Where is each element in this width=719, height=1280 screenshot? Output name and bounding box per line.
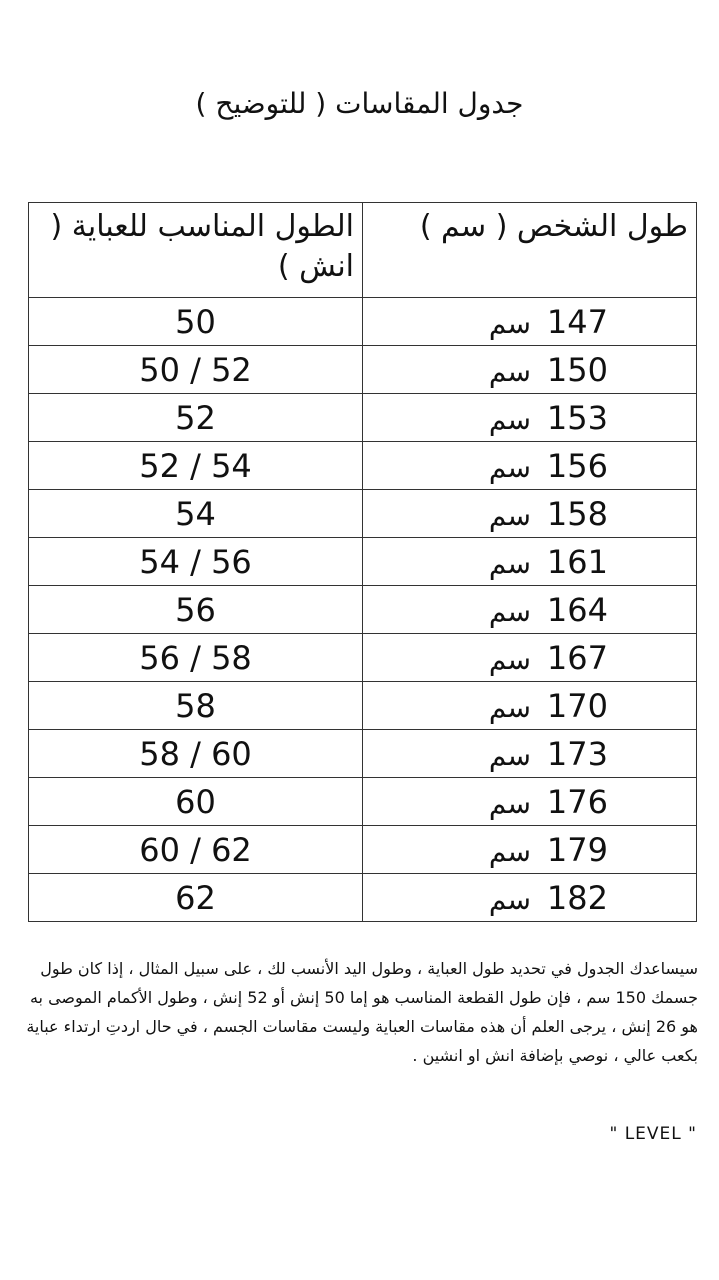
person-height-cell [363, 730, 697, 778]
height-value: 150 [546, 350, 608, 389]
person-height-cell [363, 826, 697, 874]
table-header-row [29, 203, 697, 298]
height-unit: سم [488, 594, 531, 628]
table-row [29, 394, 697, 442]
height-value: 176 [546, 782, 608, 821]
header-person-height: طول الشخص ( سم ) [363, 203, 697, 298]
person-height-cell [363, 394, 697, 442]
abaya-length-cell [29, 874, 363, 922]
height-unit: سم [488, 306, 531, 340]
length-value: 50 / 52 [139, 350, 252, 389]
person-height-cell [363, 442, 697, 490]
height-unit: سم [488, 450, 531, 484]
abaya-length-cell [29, 826, 363, 874]
height-unit: سم [488, 738, 531, 772]
person-height-cell [363, 874, 697, 922]
abaya-length-cell [29, 586, 363, 634]
table-row [29, 298, 697, 346]
height-unit: سم [488, 882, 531, 916]
abaya-length-cell [29, 538, 363, 586]
height-value: 170 [546, 686, 608, 725]
length-value: 62 [175, 878, 216, 917]
height-unit: سم [488, 546, 531, 580]
height-unit: سم [488, 690, 531, 724]
height-value: 161 [546, 542, 608, 581]
table-body [29, 298, 697, 922]
abaya-length-cell [29, 490, 363, 538]
abaya-length-cell [29, 298, 363, 346]
table-row [29, 778, 697, 826]
abaya-length-cell [29, 730, 363, 778]
abaya-length-cell [29, 682, 363, 730]
length-value: 56 / 58 [139, 638, 252, 677]
size-guide-note: سيساعدك الجدول في تحديد طول العباية ، وطول اليد الأنسب لك ، على سبيل المثال ، إذا كان طول جسمك 150 سم ، فإن طول القطعة المناسب هو إما 50 إنش أو 52 إنش ، وطول الأكمام الموصى به هو 26 إنش ، يرجى العلم أن هذه مقاسات العباية وليست مقاسات الجسم ، في حال اردتِ ارتداء عباية بكعب عالي ، نوصي بإضافة انش او انشين . [26, 959, 698, 1065]
person-height-cell [363, 538, 697, 586]
brand-name: " LEVEL " [609, 1124, 697, 1144]
person-height-cell [363, 682, 697, 730]
person-height-cell [363, 586, 697, 634]
height-value: 158 [546, 494, 608, 533]
table-row [29, 346, 697, 394]
abaya-length-cell [29, 442, 363, 490]
length-value: 54 [175, 494, 216, 533]
table-row [29, 634, 697, 682]
height-unit: سم [488, 402, 531, 436]
length-value: 50 [175, 302, 216, 341]
table-row [29, 682, 697, 730]
length-value: 58 [175, 686, 216, 725]
length-value: 58 / 60 [139, 734, 252, 773]
table-row [29, 874, 697, 922]
height-value: 164 [546, 590, 608, 629]
person-height-cell [363, 490, 697, 538]
size-table [28, 202, 697, 922]
length-value: 56 [175, 590, 216, 629]
table-row [29, 538, 697, 586]
height-value: 156 [546, 446, 608, 485]
length-value: 60 [175, 782, 216, 821]
table-row [29, 586, 697, 634]
height-unit: سم [488, 834, 531, 868]
height-value: 167 [546, 638, 608, 677]
height-value: 147 [546, 302, 608, 341]
header-abaya-length: الطول المناسب للعباية ( انش ) [29, 203, 363, 298]
abaya-length-cell [29, 394, 363, 442]
height-value: 153 [546, 398, 608, 437]
height-unit: سم [488, 498, 531, 532]
table-row [29, 826, 697, 874]
abaya-length-cell [29, 346, 363, 394]
table-row [29, 490, 697, 538]
height-unit: سم [488, 642, 531, 676]
table-row [29, 730, 697, 778]
length-value: 54 / 56 [139, 542, 252, 581]
height-unit: سم [488, 786, 531, 820]
height-value: 179 [546, 830, 608, 869]
length-value: 60 / 62 [139, 830, 252, 869]
table-row [29, 442, 697, 490]
abaya-length-cell [29, 634, 363, 682]
person-height-cell [363, 346, 697, 394]
length-value: 52 / 54 [139, 446, 252, 485]
person-height-cell [363, 298, 697, 346]
person-height-cell [363, 634, 697, 682]
height-value: 182 [546, 878, 608, 917]
page-title: جدول المقاسات ( للتوضيح ) [195, 87, 524, 120]
person-height-cell [363, 778, 697, 826]
abaya-length-cell [29, 778, 363, 826]
length-value: 52 [175, 398, 216, 437]
height-unit: سم [488, 354, 531, 388]
height-value: 173 [546, 734, 608, 773]
